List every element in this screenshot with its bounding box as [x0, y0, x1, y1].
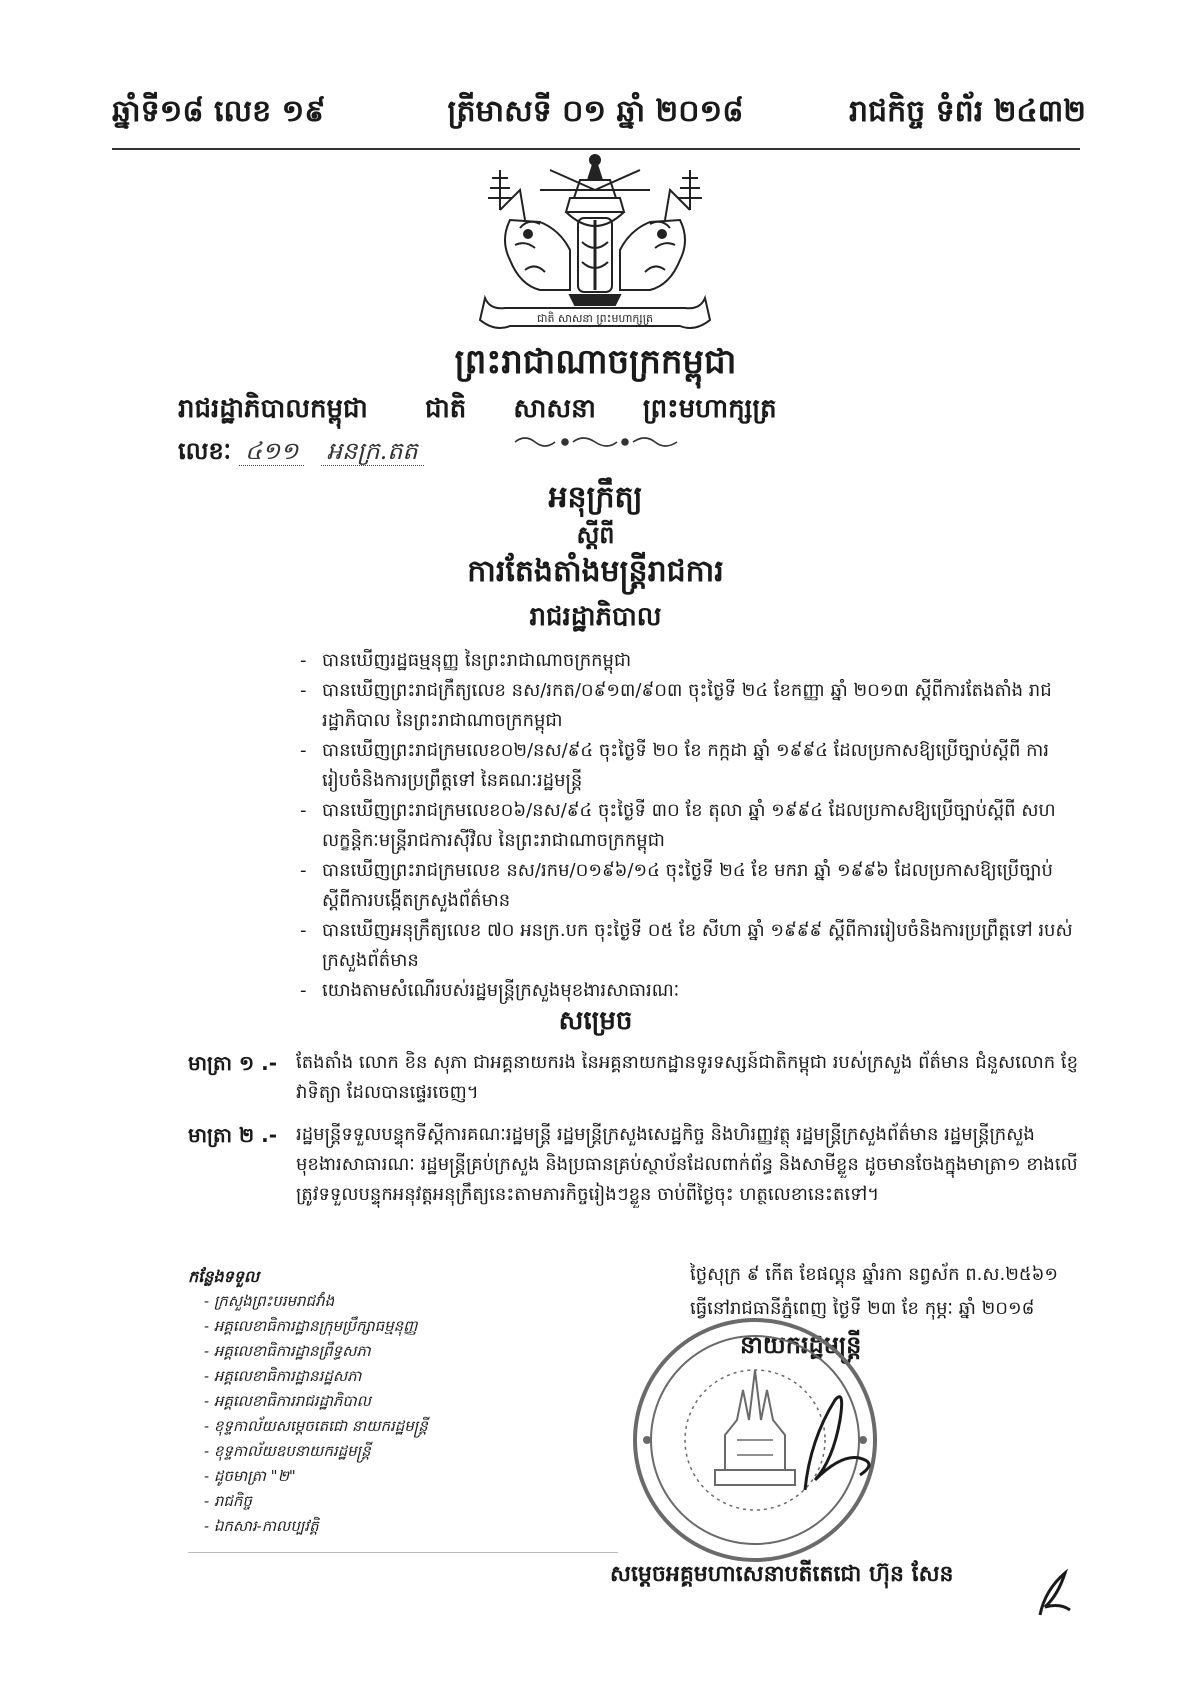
reference-handwritten-number: ៤១១ — [239, 437, 304, 466]
gazette-page — [849, 92, 1086, 136]
recipient-item: - អគ្គលេខាធិការដ្ឋានក្រុមប្រឹក្សាធម្មនុញ្ញ — [204, 1317, 418, 1335]
recital-item: - បានឃើញអនុក្រឹត្យលេខ ៧០ អនក្រ.បក ចុះថ្ងៃទី ០៥ ខែ សីហា ឆ្នាំ ១៩៩៩ ស្តីពីការរៀបចំនិងការប្រព្រឹត្តទៅ របស់ក្រសួងព័ត៌មាន — [300, 916, 1075, 976]
article-1 — [188, 1048, 1080, 1108]
recipient-item: - ក្រសួងព្រះបរមរាជវាំង — [204, 1292, 335, 1310]
place-and-date: ធ្វើនៅរាជធានីភ្នំពេញ ថ្ងៃទី ២៣ ខែ កុម្ភៈ ឆ្នាំ ២០១៨ — [690, 1298, 1035, 1319]
article-text: តែងតាំង លោក ខិន សុភា ជាអគ្គនាយករង នៃអគ្គនាយកដ្ឋានទូរទស្សន៍ជាតិកម្ពុជា របស់ក្រសួង ព័ត៌មាន ជំនួសលោក ខ្ញែ វាទិត្យា ដែលបានផ្ទេរចេញ។ — [296, 1052, 1079, 1103]
recipient-item: - ឯកសារ-កាលប្បវត្តិ — [204, 1517, 319, 1535]
reference-label: លេខៈ — [178, 437, 232, 465]
gazette-page-number: ២៤៣២ — [993, 94, 1086, 129]
recipient-item: - ខុទ្ទកាល័យឧបនាយករដ្ឋមន្ត្រី — [204, 1442, 371, 1460]
signatory-name: សម្តេចអគ្គមហាសេនាបតីតេជោ ហ៊ុន សែន — [610, 1562, 954, 1587]
article-label: មាត្រា ២ .- — [188, 1123, 278, 1147]
recital-item: - បានឃើញព្រះរាជក្រមលេខ០២/នស/៩៤ ចុះថ្ងៃទី ២០ ខែ កក្កដា ឆ្នាំ ១៩៩៤ ដែលប្រកាសឱ្យប្រើច្បាប់ស្តីពី ការរៀបចំនិងការប្រព្រឹត្តទៅ នៃគណៈរដ្ឋមន្ត្រី — [300, 736, 1075, 796]
document-type: អនុក្រឹត្យ — [548, 480, 643, 515]
document-about: ស្តីពី — [576, 521, 615, 549]
gazette-quarter: ត្រីមាសទី ០១ ឆ្នាំ ២០១៨ — [447, 94, 744, 129]
motto-religion: សាសនា — [513, 394, 596, 424]
ornament-divider-icon — [505, 432, 685, 452]
recipient-item: - រាជកិច្ច — [204, 1492, 252, 1510]
recipient-item: - អគ្គលេខាធិការរាជរដ្ឋាភិបាល — [204, 1392, 371, 1410]
recital-item: - បានឃើញព្រះរាជក្រឹត្យលេខ នស/រកត/០៩១៣/៩០៣ ចុះថ្ងៃទី ២៤ ខែកញ្ញា ឆ្នាំ ២០១៣ ស្តីពីការតែងតាំង រាជរដ្ឋាភិបាល នៃព្រះរាជាណាចក្រកម្ពុជា — [300, 676, 1075, 736]
recipients-heading: កន្លែងទទួល — [188, 1267, 260, 1286]
recital-item: - បានឃើញព្រះរាជក្រមលេខ នស/រកម/០១៩៦/១៤ ចុះថ្ងៃទី ២៤ ខែ មករា ឆ្នាំ ១៩៩៦ ដែលប្រកាសឱ្យប្រើច្បាប់ ស្តីពីការបង្កើតក្រសួងព័ត៌មាន — [300, 856, 1075, 916]
issuing-authority: រាជរដ្ឋាភិបាលកម្ពុជា — [178, 394, 368, 424]
recipients-list — [188, 1264, 428, 1539]
reference-suffix: អនក្រ.តត — [321, 437, 424, 466]
recital-item: - យោងតាមសំណើរបស់រដ្ឋមន្ត្រីក្រសួងមុខងារសាធារណៈ — [300, 976, 1075, 1006]
motto-king: ព្រះមហាក្សត្រ — [642, 394, 777, 424]
kingdom-title: ព្រះរាជាណាចក្រកម្ពុជា — [454, 342, 737, 382]
national-motto — [425, 392, 815, 430]
recital-item: - បានឃើញព្រះរាជក្រមលេខ០៦/នស/៩៤ ចុះថ្ងៃទី ៣០ ខែ តុលា ឆ្នាំ ១៩៩៤ ដែលប្រកាសឱ្យប្រើច្បាប់ស្តីពី សហលក្ខន្តិកៈមន្ត្រីរាជការស៊ីវិល នៃព្រះរាជាណាចក្រកម្ពុជា — [300, 796, 1075, 856]
gazette-year-issue: ឆ្នាំទី១៨ លេខ ១៩ — [112, 94, 326, 129]
signature-icon — [775, 1380, 885, 1500]
initials-icon — [1030, 1565, 1080, 1620]
gazette-page-label: រាជកិច្ច ទំព័រ — [849, 94, 984, 129]
recipient-item: - ខុទ្ទកាល័យសម្តេចតេជោ នាយករដ្ឋមន្ត្រី — [204, 1417, 428, 1435]
article-label: មាត្រា ១ .- — [188, 1051, 278, 1075]
recipient-item: - ដូចមាត្រា "២" — [204, 1467, 296, 1485]
recital-item: - បានឃើញរដ្ឋធម្មនុញ្ញ នៃព្រះរាជាណាចក្រកម្ពុជា — [300, 646, 1075, 676]
document-subject: ការតែងតាំងមន្ត្រីរាជការ — [467, 554, 724, 589]
footer-divider — [188, 1552, 618, 1553]
article-text: រដ្ឋមន្ត្រីទទួលបន្ទុកទីស្តីការគណៈរដ្ឋមន្ត្រី រដ្ឋមន្ត្រីក្រសួងសេដ្ឋកិច្ច និងហិរញ្ញវត្ថុ រដ្ឋមន្ត្រីក្រសួងព័ត៌មាន រដ្ឋមន្ត្រីក្រសួងមុខងារសាធារណៈ រដ្ឋមន្ត្រីគ្រប់ក្រសួង និងប្រធានគ្រប់ស្ថាប័នដែលពាក់ព័ន្ធ និងសាមីខ្លួន ដូចមានចែងក្នុងមាត្រា១ ខាងលើ ត្រូវទទួលបន្ទុកអនុវត្តអនុក្រឹត្យនេះតាមភារកិច្ចរៀងៗខ្លួន ចាប់ពីថ្ងៃចុះ ហត្ថលេខានេះតទៅ។ — [296, 1124, 1078, 1205]
recitals-list — [300, 646, 1075, 1006]
recipient-item: - អគ្គលេខាធិការដ្ឋានរដ្ឋសភា — [204, 1367, 362, 1385]
reference-number — [178, 436, 424, 471]
government-heading: រាជរដ្ឋាភិបាល — [529, 602, 662, 632]
article-2 — [188, 1120, 1080, 1210]
prime-minister-title: នាយករដ្ឋមន្ត្រី — [740, 1331, 862, 1359]
recipient-item: - អគ្គលេខាធិការដ្ឋានព្រឹទ្ធសភា — [204, 1342, 371, 1360]
royal-coat-of-arms-icon — [470, 150, 720, 335]
lunar-date: ថ្ងៃសុក្រ ៩ កើត ខែផល្គុន ឆ្នាំរកា នព្វស័ក ព.ស.២៥៦១ — [690, 1264, 1058, 1285]
emblem-banner-text: ជាតិ សាសនា ព្រះមហាក្សត្រ — [537, 312, 653, 325]
decision-heading: សម្រេច — [558, 1006, 633, 1036]
motto-nation: ជាតិ — [425, 394, 467, 424]
